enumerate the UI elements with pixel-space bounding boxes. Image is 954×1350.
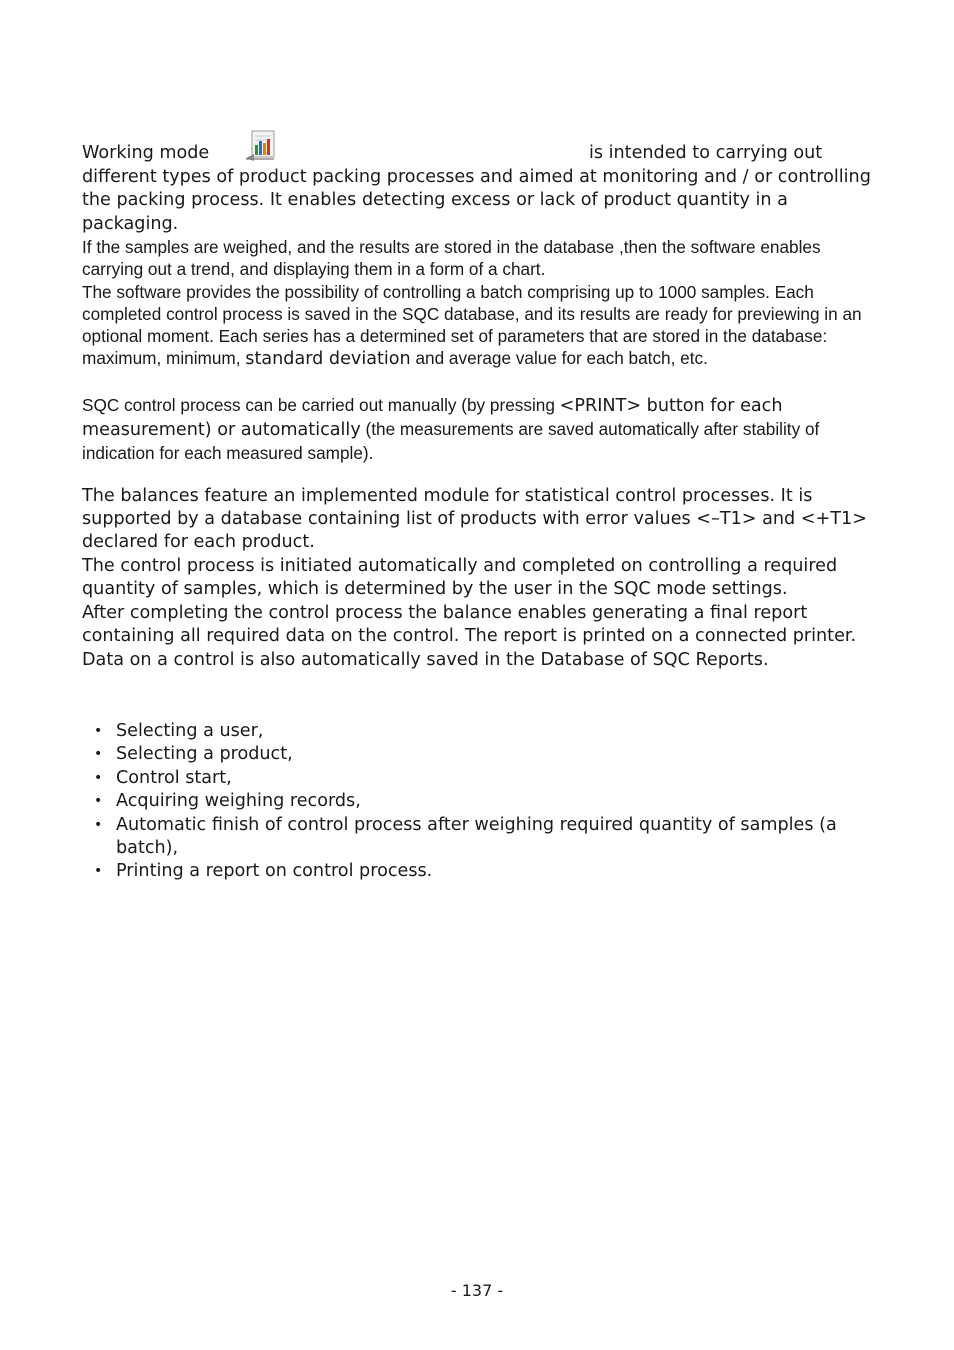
report-paragraph: After completing the control process the balance enables generating a final report containing all required data on the control. The report is printed on a connected printer. Data on a control is also automatically saved in the Database of SQC Reports.: [82, 602, 857, 670]
manual-text-1: SQC control process can be carried out manually (by pressing: [82, 394, 560, 415]
manual-text-3: (the measurements are saved automatically after stability of indication for each measured sample).: [82, 419, 820, 464]
trend-paragraph: If the samples are weighed, and the results are stored in the database ,then the software enables carrying out a trend, and displaying them in a form of a chart.: [82, 237, 821, 280]
list-item: • Selecting a user,: [116, 720, 872, 743]
batch-text-1: The software provides the possibility of controlling a batch comprising up to 1000 samples. Each completed control process is saved in the SQC database, and its results are ready for previewing in an optional moment. Each series has a determined set of parameters that are stored in the database: maximum, minimum,: [82, 281, 862, 369]
spacer: [82, 465, 872, 485]
initiated-paragraph: The control process is initiated automatically and completed on controlling a required quantity of samples, which is determined by the user in the SQC mode settings.: [82, 555, 838, 600]
intro-paragraph: different types of product packing processes and aimed at monitoring and / or controlling the packing process. It enables detecting excess or lack of product quantity in a packaging.: [82, 167, 871, 234]
manual-text-2: <PRINT> button for each measurement) or automatically: [82, 395, 783, 441]
page-number: - 137 -: [450, 1281, 504, 1300]
batch-paragraph: [82, 281, 872, 372]
steps-list: [82, 720, 872, 884]
list-item: • Control start,: [116, 767, 872, 790]
sqc-chart-icon: [244, 130, 278, 162]
list-item: • Printing a report on control process.: [116, 860, 872, 883]
list-item: • Automatic finish of control process after weighing required quantity of samples (a batch),: [116, 814, 872, 861]
batch-text-2: standard deviation: [245, 349, 411, 370]
list-item: • Acquiring weighing records,: [116, 790, 872, 813]
manual-paragraph: [82, 394, 872, 465]
module-paragraph: The balances feature an implemented module for statistical control processes. It is supported by a database containing list of products with error values <–T1> and <+T1> declared for each product.: [82, 485, 867, 553]
intro-lead: Working mode: [82, 143, 210, 163]
page-content: [82, 130, 872, 884]
list-item: • Selecting a product,: [116, 743, 872, 766]
intro-line: [82, 130, 872, 166]
spacer: [82, 372, 872, 394]
batch-text-3: and average value for each batch, etc.: [410, 348, 708, 369]
intro-tail: is intended to carrying out: [589, 143, 823, 163]
spacer: [82, 672, 872, 720]
